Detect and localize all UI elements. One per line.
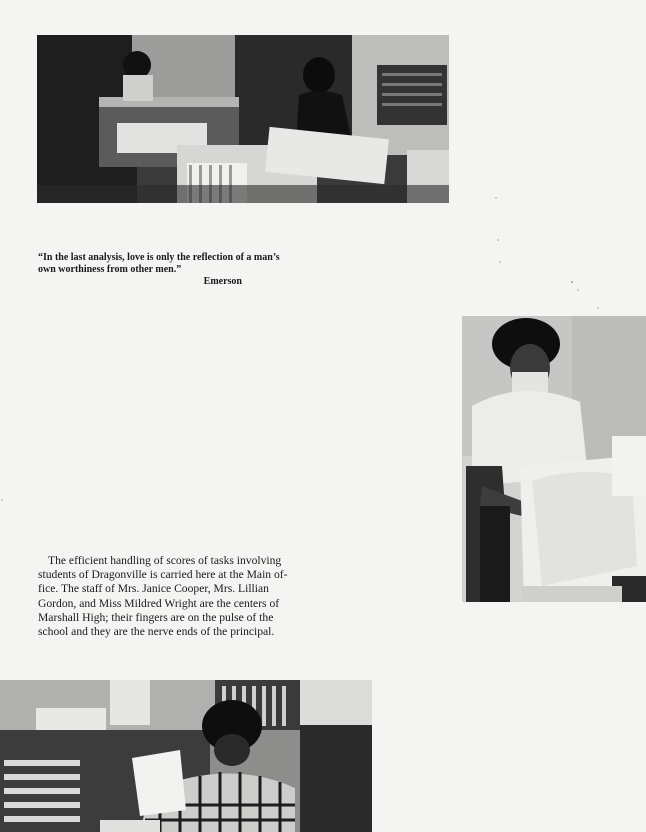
emerson-quote: [38, 252, 298, 288]
caption-line-3: fice. The staff of Mrs. Janice Cooper, Mrs. Lillian: [38, 582, 269, 596]
quote-attribution: Emerson: [203, 276, 242, 287]
quote-line-1: “In the last analysis, love is only the reflection of a man’s: [38, 252, 280, 263]
office-caption: [38, 554, 310, 639]
caption-line-2: students of Dragonville is carried here at the Main of-: [38, 568, 288, 582]
office-desks-photo: [37, 35, 449, 203]
switchboard-photo: [0, 680, 372, 832]
secretary-machine-photo: [462, 316, 646, 602]
caption-line-6: school and they are the nerve ends of the principal.: [38, 625, 275, 639]
caption-line-1: The efficient handling of scores of tasks involving: [48, 554, 282, 567]
caption-line-4: Gordon, and Miss Mildred Wright are the centers of: [38, 596, 280, 610]
caption-line-5: Marshall High; their fingers are on the pulse of the: [38, 610, 274, 624]
quote-line-2: own worthiness from other men.”: [38, 264, 182, 275]
